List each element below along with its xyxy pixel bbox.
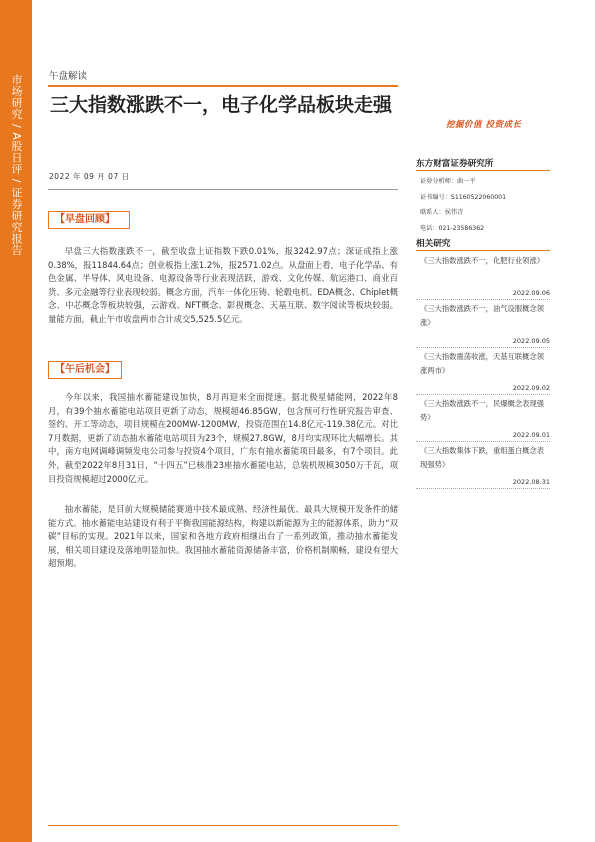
related-item-divider (416, 394, 550, 395)
left-accent-bar (0, 0, 32, 842)
afternoon-text-2: 抽水蓄能，是目前大规模储能赛道中技术最成熟、经济性最优、最具大规模开发条件的储能方式。抽水蓄能电站建设有利于平衡我国能源结构，构建以新能源为主的能源体系，助力“双碳”目标的实现。2021年以来，国家和各地方政府相继出台了一系列政策，推动抽水蓄能发展，相关项目建设及落地明显加快。我国抽水蓄能资源储备丰富，价格机制顺畅，建设有望大超预期。 (48, 504, 398, 569)
related-item-title[interactable]: 《三大指数涨跌不一，化肥行业领涨》 (420, 256, 545, 265)
header-divider (48, 85, 398, 87)
footer-divider (48, 825, 398, 826)
report-category-label: 市场研究 / A股日评 / 证券研究报告 (10, 74, 23, 256)
phone-number: 电话：021-23586362 (420, 225, 485, 232)
related-item-title[interactable]: 《三大指数震荡收涨，天基互联概念领涨两市》 (420, 352, 545, 375)
related-research-heading: 相关研究 (416, 237, 550, 251)
institute-heading: 东方财富证券研究所 (416, 157, 550, 171)
morning-review-heading: 【早盘回顾】 (48, 211, 130, 229)
related-item-divider (416, 347, 550, 348)
related-item-divider (416, 441, 550, 442)
analyst-name: 证券分析师：曲一平 (420, 178, 476, 185)
related-item-title[interactable]: 《三大指数集体下跌，重组蛋白概念表现强势》 (420, 446, 545, 469)
morning-review-text: 早盘三大指数涨跌不一，截至收盘上证指数下跌0.01%，报3242.97点；深证成指上涨0.38%，报11844.64点；创业板指上涨1.2%，报2571.02点。从盘面上看，电子化学品、有色金属、半导体、风电设备、电源设备等行业表现活跃，游戏、文化传媒、航运港口、商业百货、多元金融等行业表现较弱。概念方面，汽车一体化压铸、轮毂电机、EDA概念、Chiplet概念、中芯概念等板块较强，云游戏、NFT概念、影视概念、天基互联、数字阅读等板块较弱。量能方面，截止午市收盘两市合计成交5,525.5亿元。 (48, 246, 398, 324)
related-item-divider (416, 488, 550, 489)
related-item-title[interactable]: 《三大指数涨跌不一，民爆概念表现强势》 (420, 399, 545, 422)
related-item-date: 2022.09.01 (512, 431, 550, 439)
report-date: 2022 年 09 月 07 日 (49, 172, 130, 181)
related-item-divider (416, 299, 550, 300)
afternoon-opportunity-heading: 【午后机会】 (48, 361, 122, 379)
related-item-date: 2022.09.02 (512, 384, 550, 392)
related-item-date: 2022.08.31 (512, 478, 550, 486)
date-divider (48, 189, 398, 190)
certificate-number: 证书编号：S1160522060001 (420, 194, 507, 201)
contact-person: 联系人：侯伟青 (420, 209, 464, 216)
related-item-title[interactable]: 《三大指数涨跌不一，油气设服概念领涨》 (420, 304, 545, 327)
section-tag: 午盘解读 (49, 71, 88, 82)
related-item-date: 2022.09.05 (512, 337, 550, 345)
slogan: 挖掘价值 投资成长 (446, 120, 522, 130)
related-item-date: 2022.09.06 (512, 289, 550, 297)
afternoon-text-1: 今年以来，我国抽水蓄能建设加快，8月再迎来全面提速。据北极星储能网，2022年8月，有39个抽水蓄能电站项目更新了动态，规模超46.85GW，包含预可行性研究报告审查、签约、开工等动态，项目规模在200MW-1200MW，投资范围在14.8亿元-119.38亿元。对比7月数据，更新了动态抽水蓄能电站项目为23个，规模27.8GW，8月均实现环比大幅增长。其中，南方电网调峰调频发电公司参与投资4个项目，广东有抽水蓄能项目最多，有7个项目。此外，截至2022年8月31日，“十四五”已核准23座抽水蓄能电站，总装机规模3050万千瓦，项目投资规模超过2000亿元。 (48, 392, 398, 484)
page-title: 三大指数涨跌不一，电子化学品板块走强 (50, 94, 393, 116)
